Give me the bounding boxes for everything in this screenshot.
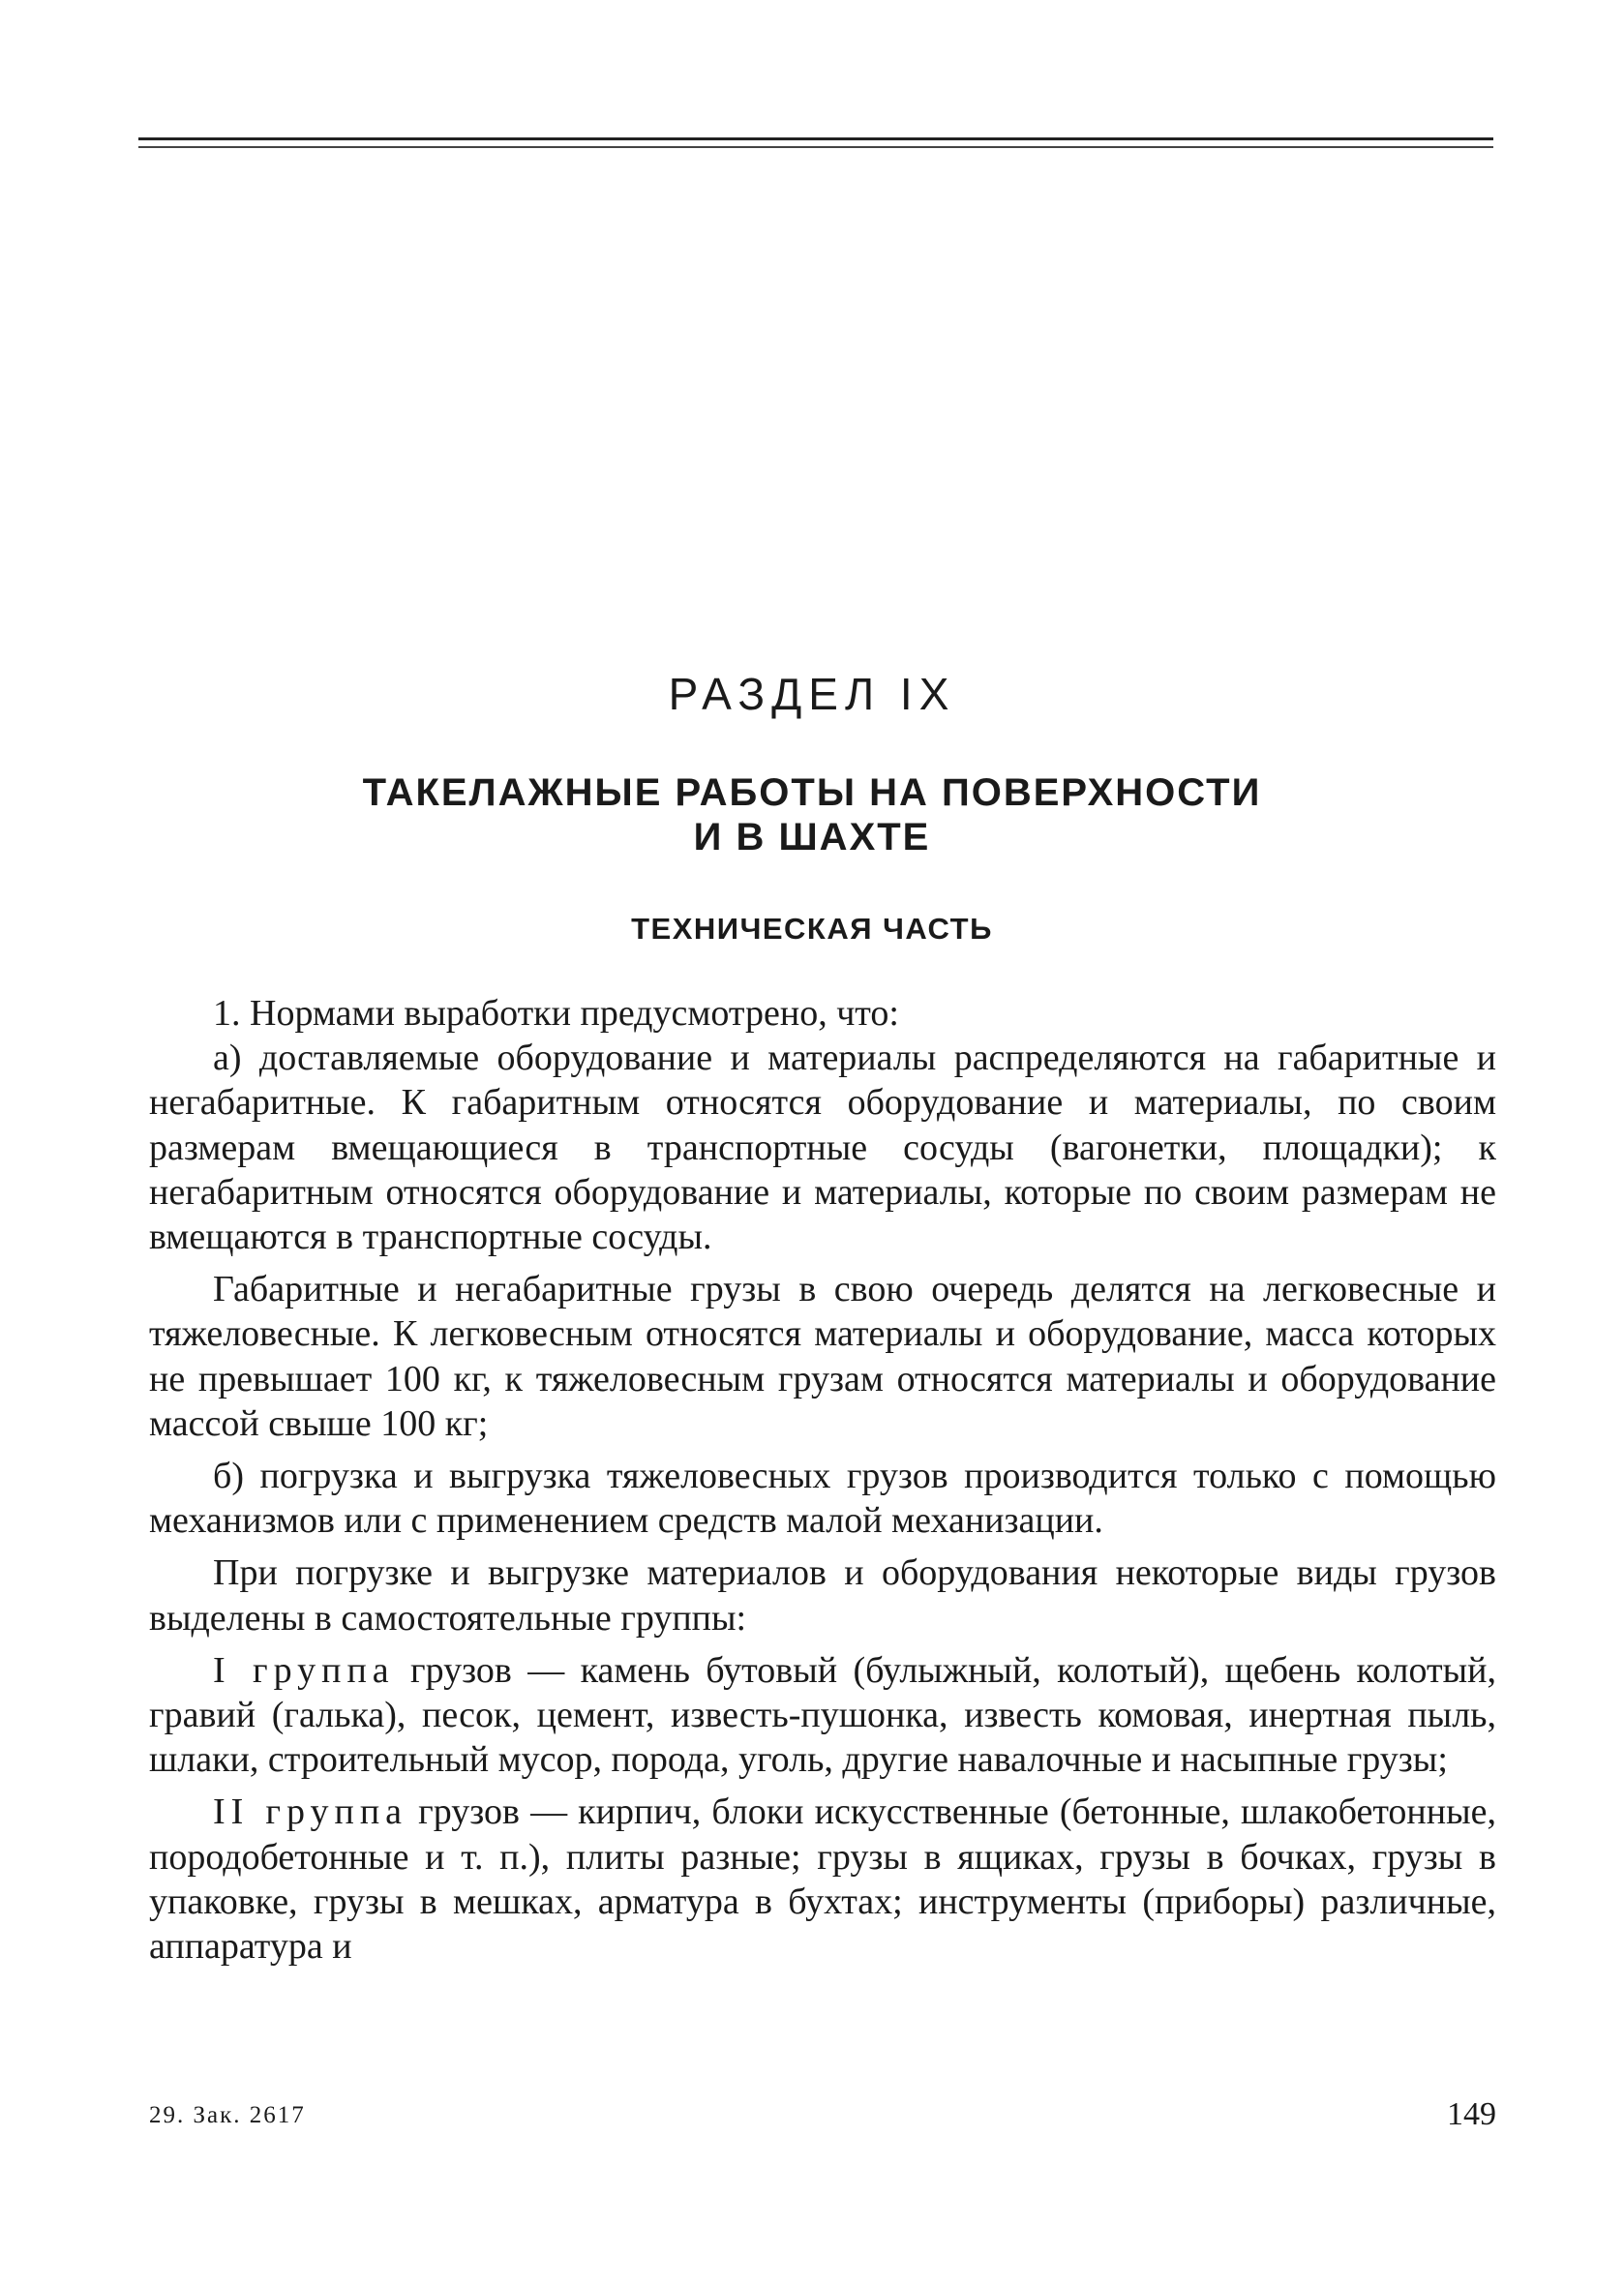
top-rule-thin (138, 146, 1493, 148)
paragraph-4: б) погрузка и выгрузка тяжеловесных грузов производится только с помощью механизмов или с применением средств малой механизации. (149, 1456, 1496, 1542)
section-label: РАЗДЕЛ IX (668, 669, 956, 719)
chapter-title-line-1: ТАКЕЛАЖНЫЕ РАБОТЫ НА ПОВЕРХНОСТИ (362, 771, 1262, 814)
paragraph-3: Габаритные и негабаритные грузы в свою очередь делятся на легковесные и тяжеловесные. К легковесным относятся материалы и оборудование, масса которых не превышает 100 кг, к тяжеловесным грузам относятся материалы и оборудование массой свыше 100 кг; (149, 1269, 1496, 1444)
chapter-title (0, 770, 1624, 859)
group-2-text: грузов — кирпич, блоки искусственные (бетонные, шлакобетонные, породобетонные и т. п.), плиты разные; грузы в ящиках, грузы в бочках, грузы в упаковке, грузы в мешках, арматура в бухтах; инструменты (приборы) различные, аппаратура и (149, 1791, 1496, 1968)
page-number: 149 (1447, 2096, 1496, 2132)
paragraph-7 (149, 1790, 1496, 1969)
paragraph-5: При погрузке и выгрузке материалов и оборудования некоторые виды грузов выделены в самостоятельные группы: (149, 1552, 1496, 1639)
group-1-label: I группа (213, 1649, 395, 1691)
group-1-text: грузов — камень бутовый (булыжный, колотый), щебень колотый, гравий (галька), песок, цемент, известь-пушонка, известь комовая, инертная пыль, шлаки, строительный мусор, порода, уголь, другие навалочные и насыпные грузы; (149, 1649, 1496, 1781)
paragraph-2: а) доставляемые оборудование и материалы распределяются на габаритные и негабаритные. К габаритным относятся оборудование и материалы, по своим размерам вмещающиеся в транспортные сосуды (вагонетки, площадки); к негабаритным относятся оборудование и материалы, которые по своим размерам не вмещаются в транспортные сосуды. (149, 1038, 1496, 1258)
paragraph-6 (149, 1648, 1496, 1783)
body-text (149, 991, 1496, 1969)
group-2-label: II группа (213, 1791, 408, 1833)
part-title: ТЕХНИЧЕСКАЯ ЧАСТЬ (631, 912, 993, 946)
footer-order-number: 29. Зак. 2617 (149, 2102, 306, 2128)
chapter-title-line-2: И В ШАХТЕ (693, 816, 931, 858)
top-rule (138, 137, 1493, 140)
paragraph-1: 1. Нормами выработки предусмотрено, что: (213, 993, 899, 1034)
